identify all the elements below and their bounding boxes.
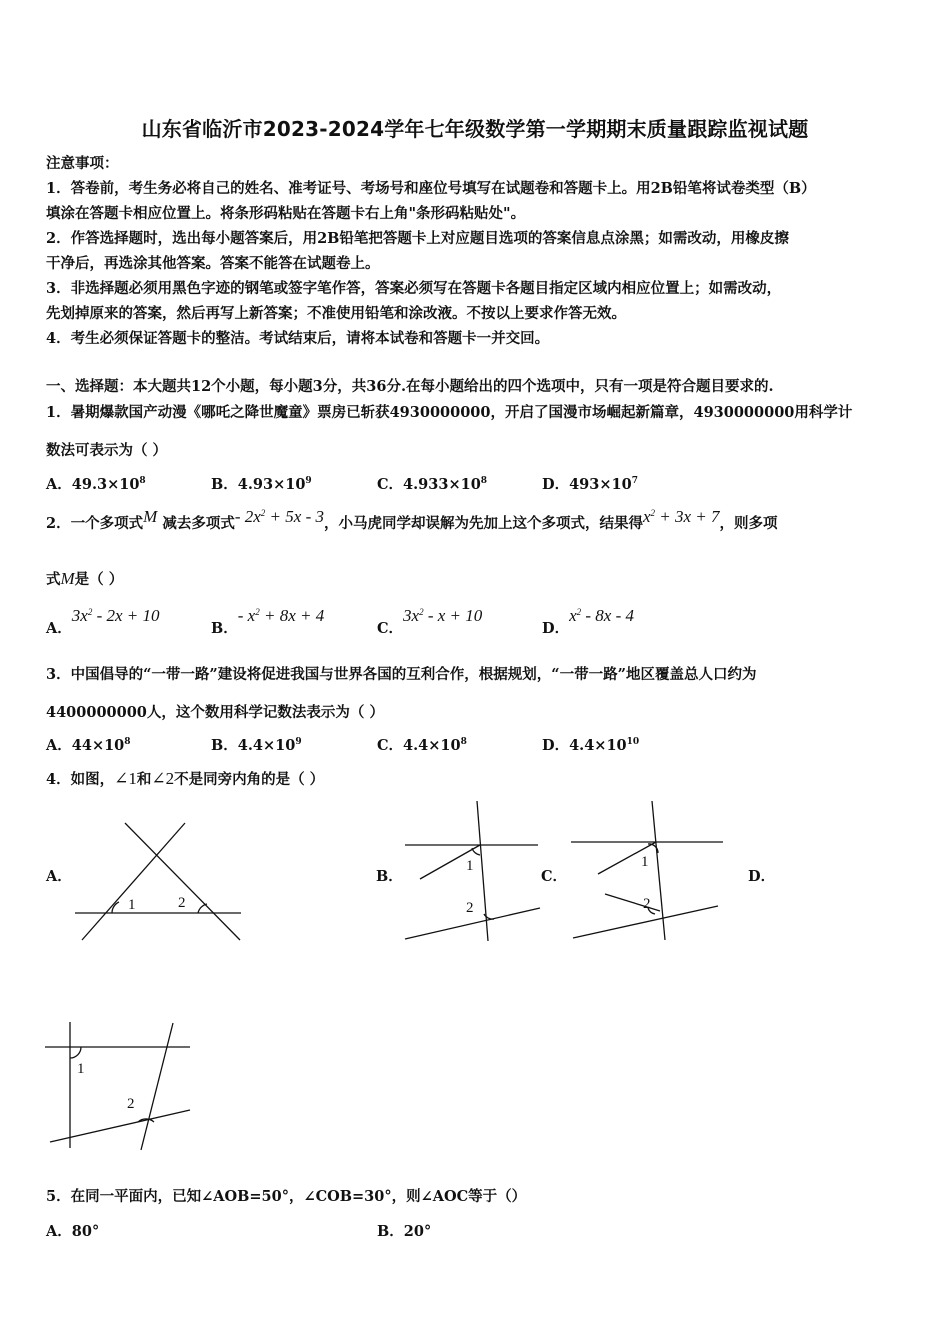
q3-option-a[interactable]: A．$44\times 10^8$ bbox=[46, 737, 131, 754]
q3-option-b[interactable]: B．$4.4\times 10^9$ bbox=[211, 737, 302, 754]
q5-option-a[interactable]: A．80° bbox=[46, 1223, 100, 1240]
fig-line bbox=[125, 823, 240, 940]
angle-2-label: 2 bbox=[127, 1096, 135, 1112]
notice-line: 3．非选择题必须用黑色字迹的钢笔或签字笔作答，答案必须写在答题卡各题目指定区域内相应位置上；如需改动， bbox=[46, 280, 782, 297]
q2-option-d[interactable]: D．$x^2 - 8x - 4$ bbox=[542, 606, 634, 637]
fig-line bbox=[50, 1110, 190, 1142]
notice-line: 1．答卷前，考生务必将自己的姓名、准考证号、考场号和座位号填写在试题卷和答题卡上。用2B铅笔将试卷类型（B） bbox=[46, 180, 816, 197]
notice-line: 4．考生必须保证答题卡的整洁。考试结束后，请将本试卷和答题卡一并交回。 bbox=[46, 330, 550, 347]
fig-line bbox=[141, 1023, 173, 1150]
page-title: 山东省临沂市2023-2024学年七年级数学第一学期期末质量跟踪监视试题 bbox=[141, 117, 809, 141]
q1-option-a[interactable]: A．$49.3\times 10^8$ bbox=[46, 476, 146, 493]
fig-line bbox=[82, 823, 185, 940]
notice-line: 2．作答选择题时，选出每小题答案后，用2B铅笔把答题卡上对应题目选项的答案信息点涂黑；如需改动，用橡皮擦 bbox=[46, 230, 789, 247]
q4-option-a-label[interactable]: A． bbox=[46, 868, 72, 885]
angle-1-label: 1 bbox=[466, 858, 474, 874]
notice-heading: 注意事项： bbox=[46, 155, 119, 172]
q1-option-b[interactable]: B．$4.93\times 10^9$ bbox=[211, 476, 312, 493]
angle-2-label: 2 bbox=[466, 900, 474, 916]
angle-2-label: 2 bbox=[178, 895, 186, 911]
q3-option-c[interactable]: C．$4.4\times 10^8$ bbox=[377, 737, 467, 754]
q4-figure-c bbox=[568, 798, 728, 943]
q4-stem: 4．如图，∠1和∠2不是同旁内角的是（ ） bbox=[46, 769, 325, 788]
q1-stem: 1．暑期爆款国产动漫《哪吒之降世魔童》票房已斩获4930000000，开启了国漫市场崛起新篇章，4930000000用科学计 bbox=[46, 404, 853, 421]
notice-line: 先划掉原来的答案，然后再写上新答案；不准使用铅笔和涂改液。不按以上要求作答无效。 bbox=[46, 305, 626, 322]
q3-stem: 3．中国倡导的“一带一路”建设将促进我国与世界各国的互利合作，根据规划，“一带一路”地区覆盖总人口约为 bbox=[46, 666, 757, 683]
q4-figure-d bbox=[40, 1018, 195, 1153]
q2-stem: 2．一个多项式M 减去多项式- $2x^2 + 5x - 3$，小马虎同学却误解为先加上这个多项式，结果得$x^2 + 3x + 7$，则多项 bbox=[46, 507, 778, 532]
angle-1-label: 1 bbox=[128, 897, 136, 913]
q1-option-d[interactable]: D．$493\times 10^7$ bbox=[542, 476, 638, 493]
q5-option-b[interactable]: B．20° bbox=[377, 1223, 432, 1240]
q4-option-b-label[interactable]: B． bbox=[376, 868, 403, 885]
q3-option-d[interactable]: D．$4.4\times 10^{10}$ bbox=[542, 737, 640, 754]
angle-arc bbox=[112, 902, 119, 913]
notice-line: 干净后，再选涂其他答案。答案不能答在试题卷上。 bbox=[46, 255, 380, 272]
q2-option-c[interactable]: C．$3x^2 - x + 10$ bbox=[377, 606, 483, 637]
q2-stem-cont: 式M是（ ） bbox=[46, 569, 124, 588]
q2-option-a[interactable]: A．$3x^2 - 2x + 10$ bbox=[46, 606, 160, 637]
q4-figure-a bbox=[70, 820, 245, 945]
q1-option-c[interactable]: C．$4.933\times 10^8$ bbox=[377, 476, 488, 493]
q3-stem-cont: 4400000000人，这个数用科学记数法表示为（ ） bbox=[46, 704, 384, 721]
section-heading: 一、选择题：本大题共12个小题，每小题3分，共36分.在每小题给出的四个选项中，只有一项是符合题目要求的. bbox=[46, 378, 774, 395]
angle-1-label: 1 bbox=[77, 1061, 85, 1077]
angle-2-label: 2 bbox=[643, 896, 651, 912]
q4-option-d-label[interactable]: D． bbox=[748, 868, 776, 885]
q2-option-b[interactable]: B．- $x^2 + 8x + 4$ bbox=[211, 606, 325, 637]
fig-line bbox=[605, 894, 660, 911]
notice-line: 填涂在答题卡相应位置上。将条形码粘贴在答题卡右上角"条形码粘贴处"。 bbox=[46, 205, 526, 222]
angle-arc bbox=[70, 1047, 81, 1058]
q1-stem-cont: 数法可表示为（ ） bbox=[46, 442, 168, 459]
angle-1-label: 1 bbox=[641, 854, 649, 870]
q4-option-c-label[interactable]: C． bbox=[541, 868, 568, 885]
q5-stem: 5．在同一平面内，已知∠AOB=50°，∠COB=30°，则∠AOC等于（） bbox=[46, 1188, 527, 1205]
q4-figure-b bbox=[400, 798, 545, 943]
